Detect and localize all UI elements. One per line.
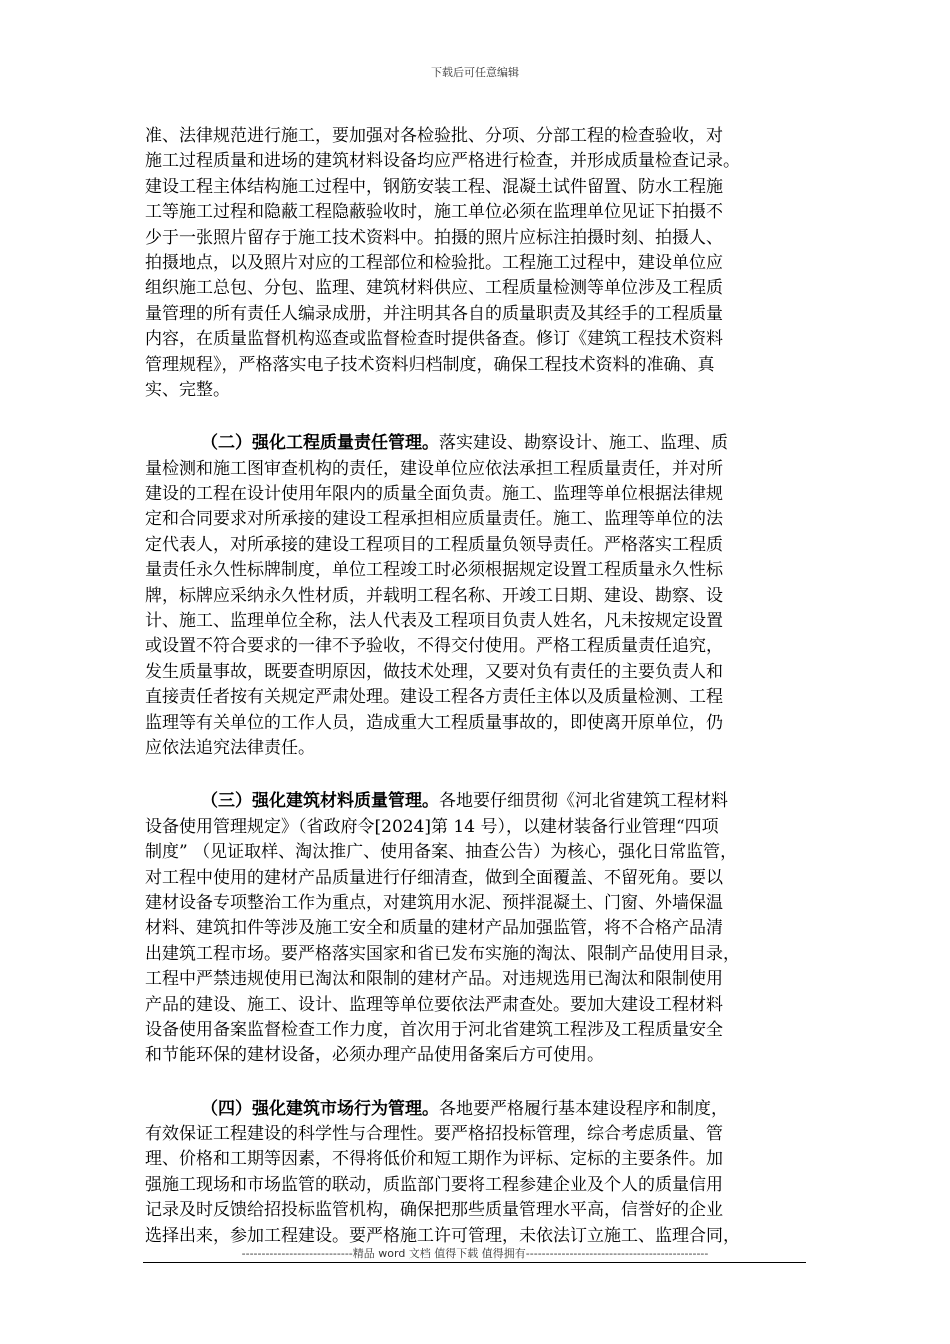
section-heading: （四）强化建筑市场行为管理。 xyxy=(201,1098,439,1119)
line-text: 准、法律规范进行施工，要加强对各检验批、分项、分部工程的检查验收，对 xyxy=(145,126,723,146)
text-line xyxy=(145,1173,810,1198)
line-text: 出建筑工程市场。要严格落实国家和省已发布实施的淘汰、限制产品使用目录， xyxy=(145,943,740,964)
text-line xyxy=(145,302,810,327)
line-text: 制度” （见证取样、淘汰推广、使用备案、抽查公告）为核心，强化日常监管， xyxy=(145,842,738,863)
text-line xyxy=(145,378,810,403)
line-text: 定代表人，对所承接的建设工程项目的工程质量负领导责任。严格落实工程质 xyxy=(145,534,723,555)
line-text: 施工过程质量和进场的建筑材料设备均应严格进行检查，并形成质量检查记录。 xyxy=(145,151,740,172)
line-text: 各地要仔细贯彻《河北省建筑工程材料 xyxy=(439,791,728,812)
section-heading: （三）强化建筑材料质量管理。 xyxy=(201,791,439,812)
line-text: 牌，标牌应采纳永久性材质，并载明工程名称、开竣工日期、建设、勘察、设 xyxy=(145,585,723,606)
document-body xyxy=(145,124,810,1249)
text-line xyxy=(145,175,810,200)
text-line xyxy=(145,251,810,276)
text-line xyxy=(145,993,810,1018)
text-line xyxy=(145,866,810,891)
line-text: 选择出来，参加工程建设。要严格施工许可管理，未依法订立施工、监理合同， xyxy=(145,1225,740,1246)
line-text: 应依法追究法律责任。 xyxy=(145,737,315,758)
line-text: 建设的工程在设计使用年限内的质量全面负责。施工、监理等单位根据法律规 xyxy=(145,484,723,505)
line-text: 设备使用管理规定》（省政府令[2024]第 14 号），以建材装备行业管理“四项 xyxy=(145,816,719,837)
line-text: 直接责任者按有关规定严肃处理。建设工程各方责任主体以及质量检测、工程 xyxy=(145,687,723,708)
text-line xyxy=(145,736,810,761)
line-text: 量责任永久性标牌制度，单位工程竣工时必须根据规定设置工程质量永久性标 xyxy=(145,560,723,581)
text-line xyxy=(145,634,810,659)
text-line xyxy=(145,558,810,583)
paragraph-2 xyxy=(145,431,810,761)
text-line xyxy=(145,507,810,532)
line-text: 强施工现场和市场监管的联动，质监部门要将工程参建企业及个人的质量信用 xyxy=(145,1174,723,1195)
text-line xyxy=(145,276,810,301)
text-line xyxy=(145,840,810,865)
text-line xyxy=(145,482,810,507)
text-line xyxy=(145,584,810,609)
line-text: 产品的建设、施工、设计、监理等单位要依法严肃查处。要加大建设工程材料 xyxy=(145,994,723,1015)
text-line xyxy=(145,815,810,840)
page-header: 下载后可任意编辑 xyxy=(431,66,519,79)
text-line xyxy=(145,942,810,967)
text-line xyxy=(145,711,810,736)
text-line xyxy=(145,967,810,992)
line-text: 建设工程主体结构施工过程中，钢筋安装工程、混凝土试件留置、防水工程施 xyxy=(145,176,723,197)
text-line xyxy=(145,327,810,352)
text-line xyxy=(145,149,810,174)
line-text: 组织施工总包、分包、监理、建筑材料供应、工程质量检测等单位涉及工程质 xyxy=(145,278,723,299)
text-line xyxy=(145,457,810,482)
line-text: 各地要严格履行基本建设程序和制度， xyxy=(439,1098,728,1119)
line-text: 计、施工、监理单位全称，法人代表及工程项目负责人姓名，凡未按规定设置 xyxy=(145,611,723,632)
text-line xyxy=(145,609,810,634)
text-line xyxy=(145,916,810,941)
text-line xyxy=(145,1018,810,1043)
text-line xyxy=(145,685,810,710)
text-line xyxy=(145,124,810,149)
line-text: 建材设备专项整治工作为重点，对建筑用水泥、预拌混凝土、门窗、外墙保温 xyxy=(145,892,723,913)
line-text: 发生质量事故，既要查明原因，做技术处理，又要对负有责任的主要负责人和 xyxy=(145,661,723,682)
page-footer: ----------------------------精品 word 文档 值得下载 值得拥有---------------------------------------------- xyxy=(241,1247,709,1260)
footer-rule xyxy=(143,1262,806,1263)
line-text: 落实建设、勘察设计、施工、监理、质 xyxy=(439,433,728,454)
text-line xyxy=(145,226,810,251)
text-line xyxy=(145,1198,810,1223)
section-heading: （二）强化工程质量责任管理。 xyxy=(201,433,439,454)
text-line xyxy=(145,353,810,378)
line-text: 拍摄地点，以及照片对应的工程部位和检验批。工程施工过程中，建设单位应 xyxy=(145,252,723,273)
paragraph-1 xyxy=(145,124,810,403)
text-line xyxy=(145,660,810,685)
line-text: 对工程中使用的建材产品质量进行仔细清查，做到全面覆盖、不留死角。要以 xyxy=(145,867,723,888)
text-line xyxy=(145,1122,810,1147)
line-text: 管理规程》，严格落实电子技术资料归档制度，确保工程技术资料的准确、真 xyxy=(145,354,715,375)
line-text: 设备使用备案监督检查工作力度，首次用于河北省建筑工程涉及工程质量安全 xyxy=(145,1019,723,1040)
line-text: 或设置不符合要求的一律不予验收，不得交付使用。严格工程质量责任追究， xyxy=(145,636,723,657)
line-text: 定和合同要求对所承接的建设工程承担相应质量责任。施工、监理等单位的法 xyxy=(145,509,723,530)
paragraph-3 xyxy=(145,789,810,1068)
line-text: 量检测和施工图审查机构的责任，建设单位应依法承担工程质量责任，并对所 xyxy=(145,458,723,479)
line-text: 内容，在质量监督机构巡查或监督检查时提供备查。修订《建筑工程技术资料 xyxy=(145,329,723,350)
line-text: 理、价格和工期等因素，不得将低价和短工期作为评标、定标的主要条件。加 xyxy=(145,1149,723,1170)
text-line xyxy=(145,1097,810,1122)
line-text: 有效保证工程建设的科学性与合理性。要严格招投标管理，综合考虑质量、管 xyxy=(145,1124,723,1145)
line-text: 材料、建筑扣件等涉及施工安全和质量的建材产品加强监管，将不合格产品清 xyxy=(145,918,723,939)
text-line xyxy=(145,1043,810,1068)
text-line xyxy=(145,891,810,916)
line-text: 量管理的所有责任人编录成册，并注明其各自的质量职责及其经手的工程质量 xyxy=(145,303,723,324)
line-text: 实、完整。 xyxy=(145,379,230,400)
line-text: 记录及时反馈给招投标监管机构，确保把那些质量管理水平高，信誉好的企业 xyxy=(145,1200,723,1221)
text-line xyxy=(145,431,810,456)
line-text: 工等施工过程和隐蔽工程隐蔽验收时，施工单位必须在监理单位见证下拍摄不 xyxy=(145,202,723,223)
text-line xyxy=(145,1147,810,1172)
line-text: 和节能环保的建材设备，必须办理产品使用备案后方可使用。 xyxy=(145,1045,604,1066)
line-text: 工程中严禁违规使用已淘汰和限制的建材产品。对违规选用已淘汰和限制使用 xyxy=(145,969,723,990)
text-line xyxy=(145,789,810,814)
paragraph-4 xyxy=(145,1097,810,1249)
text-line xyxy=(145,533,810,558)
line-text: 少于一张照片留存于施工技术资料中。拍摄的照片应标注拍摄时刻、拍摄人、 xyxy=(145,227,723,248)
text-line xyxy=(145,200,810,225)
line-text: 监理等有关单位的工作人员，造成重大工程质量事故的，即使离开原单位，仍 xyxy=(145,712,723,733)
